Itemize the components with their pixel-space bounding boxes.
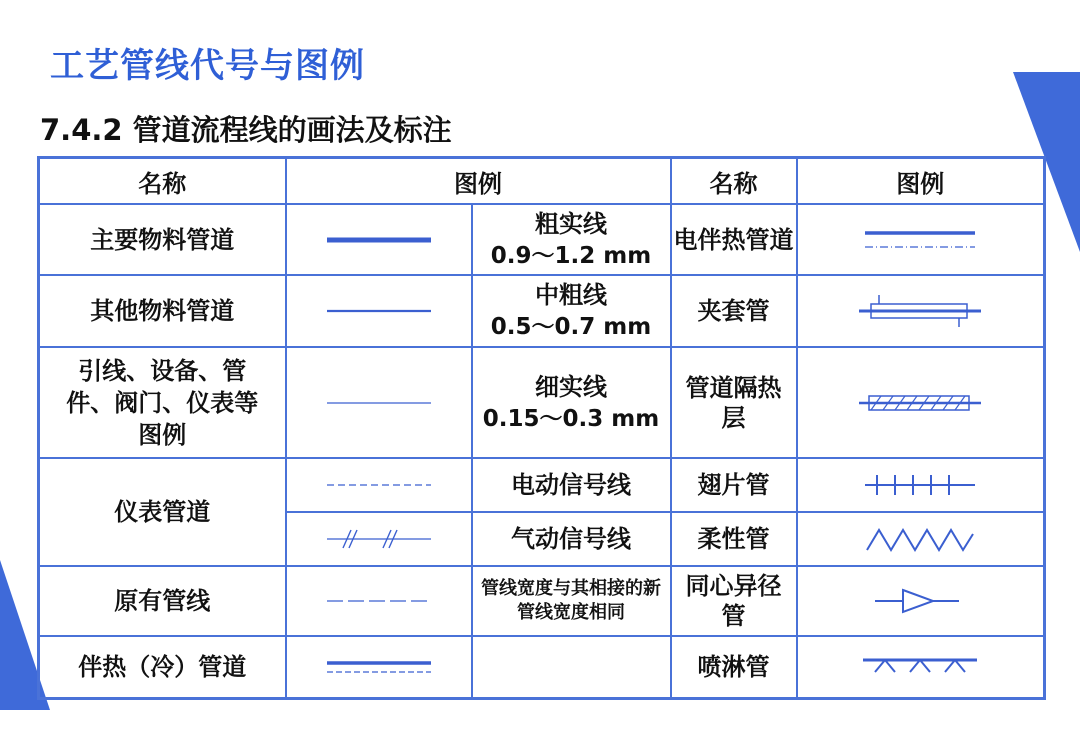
- line-symbol-thin-solid: [286, 347, 472, 457]
- insulated-pipe-icon: [797, 347, 1045, 457]
- pipe-name-2: 柔性管: [671, 512, 797, 566]
- line-description: [472, 512, 671, 566]
- header-name-2: 名称: [671, 158, 797, 205]
- line-description: [472, 566, 671, 636]
- header-name: 名称: [39, 158, 286, 205]
- line-type-label: 细实线: [535, 372, 607, 401]
- table-row: [39, 204, 1045, 275]
- header-legend-2: 图例: [797, 158, 1045, 205]
- line-type-label: 管线宽度与其相接的新管线宽度相同: [481, 578, 661, 624]
- pipe-name: 伴热（冷）管道: [39, 636, 286, 698]
- line-type-label: 气动信号线: [511, 524, 631, 553]
- table-row: [39, 275, 1045, 347]
- pipe-name-2: 喷淋管: [671, 636, 797, 698]
- line-description: [472, 204, 671, 275]
- pipe-name-2: 电伴热管道: [671, 204, 797, 275]
- header-legend: 图例: [286, 158, 671, 205]
- line-type-label: 中粗线: [535, 281, 607, 310]
- line-width-spec: 0.5～0.7 mm: [490, 314, 652, 341]
- line-type-label: 电动信号线: [511, 470, 631, 499]
- table-row: [39, 636, 1045, 698]
- concentric-reducer-icon: [797, 566, 1045, 636]
- spray-pipe-icon: [797, 636, 1045, 698]
- line-symbol-dashed: [286, 458, 472, 512]
- line-description: [472, 275, 671, 347]
- page-title: 工艺管线代号与图例: [50, 46, 365, 86]
- pipe-name-2: 同心异径管: [671, 566, 797, 636]
- line-symbol-long-dash: [286, 566, 472, 636]
- jacketed-pipe-icon: [797, 275, 1045, 347]
- section-heading: 7.4.2 管道流程线的画法及标注: [40, 113, 452, 147]
- line-width-spec: 0.15～0.3 mm: [482, 405, 660, 432]
- pipe-name-2: 管道隔热层: [671, 347, 797, 457]
- line-description: [472, 636, 671, 698]
- pipe-name-2: 翅片管: [671, 458, 797, 512]
- pipe-name: 原有管线: [39, 566, 286, 636]
- pipe-name: 引线、设备、管件、阀门、仪表等图例: [39, 347, 286, 457]
- table-row: [39, 566, 1045, 636]
- table-header-row: [39, 158, 1045, 205]
- finned-pipe-icon: [797, 458, 1045, 512]
- line-description: [472, 458, 671, 512]
- pipe-name-2: 夹套管: [671, 275, 797, 347]
- pipe-name: 仪表管道: [39, 458, 286, 566]
- line-type-label: 粗实线: [535, 209, 607, 238]
- line-width-spec: 0.9～1.2 mm: [490, 242, 652, 269]
- line-symbol-medium-solid: [286, 275, 472, 347]
- pipeline-legend-table: [37, 156, 1046, 700]
- table-row: [39, 458, 1045, 512]
- pipe-name: 主要物料管道: [39, 204, 286, 275]
- line-symbol-pneumatic-signal: [286, 512, 472, 566]
- electric-tracing-pipe-icon: [797, 204, 1045, 275]
- line-symbol-tracing: [286, 636, 472, 698]
- table-row: [39, 347, 1045, 457]
- flexible-pipe-icon: [797, 512, 1045, 566]
- line-symbol-thick-solid: [286, 204, 472, 275]
- pipe-name: 其他物料管道: [39, 275, 286, 347]
- line-description: [472, 347, 671, 457]
